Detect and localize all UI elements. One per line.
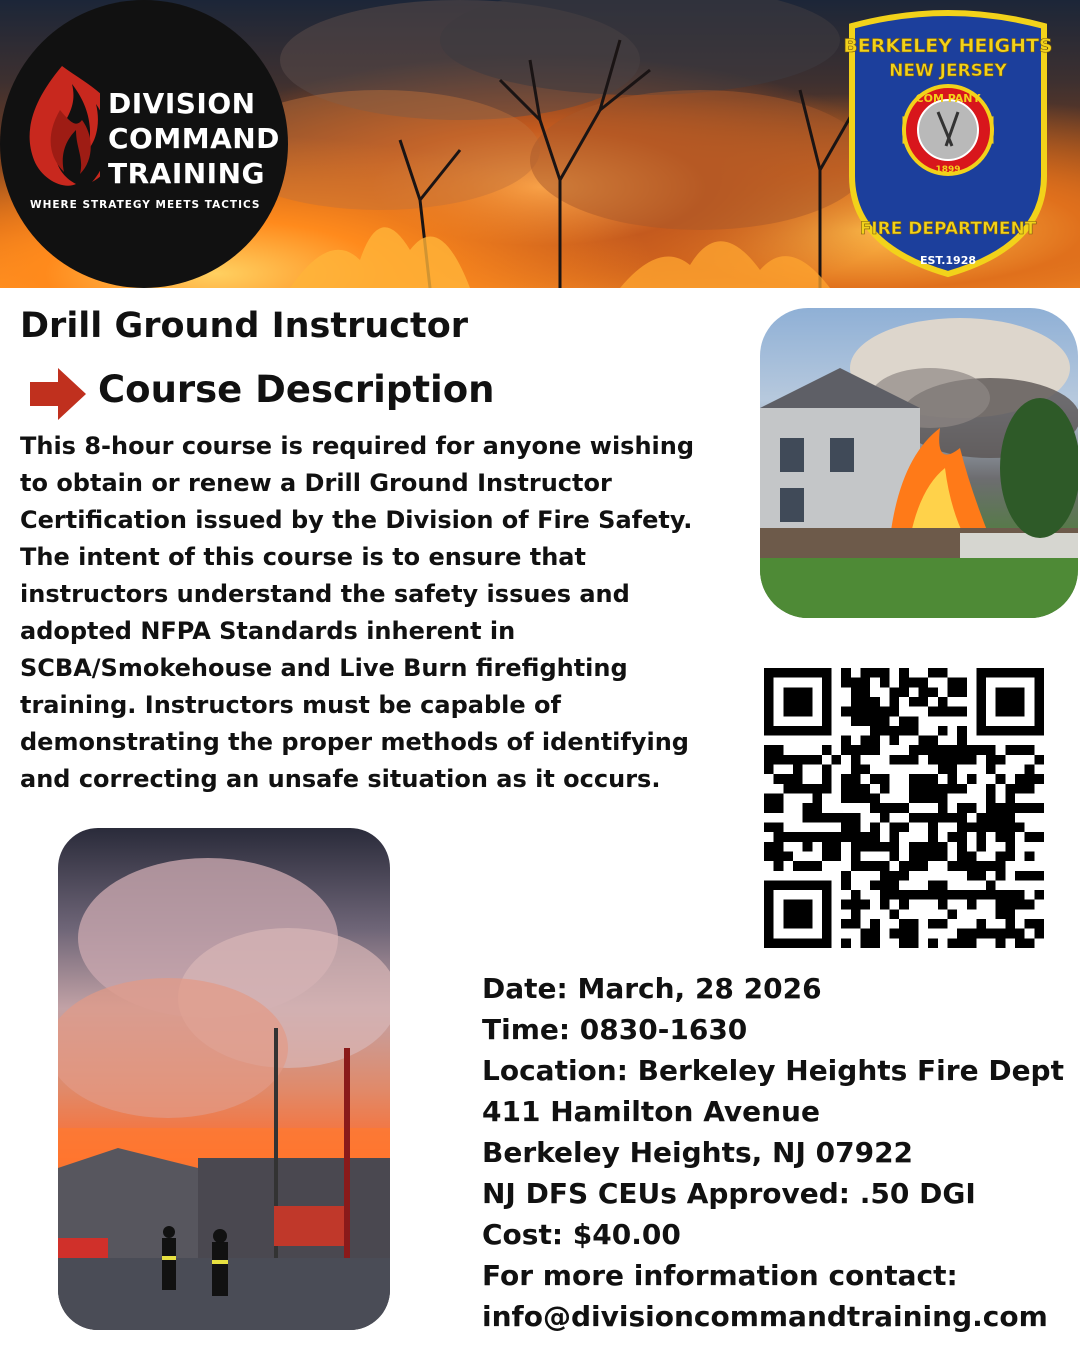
course-details: [482, 968, 1072, 1337]
logo-tagline: WHERE STRATEGY MEETS TACTICS: [30, 199, 261, 211]
header-banner: [0, 0, 1080, 288]
course-address-city: Berkeley Heights, NJ 07922: [482, 1136, 914, 1169]
svg-text:FIRE DEPARTMENT: FIRE DEPARTMENT: [859, 219, 1037, 239]
course-time: Time: 0830-1630: [482, 1013, 748, 1046]
course-date: Date: March, 28 2026: [482, 972, 822, 1005]
logo-wordmark: DIVISION COMMAND TRAINING: [108, 87, 280, 190]
right-arrow-icon: [28, 368, 88, 420]
contact-label: For more information contact:: [482, 1259, 958, 1292]
svg-text:EST.1928: EST.1928: [919, 254, 977, 267]
course-location: Location: Berkeley Heights Fire Dept: [482, 1054, 1064, 1087]
fire-department-patch: [842, 6, 1054, 278]
course-description-text: This 8-hour course is required for anyone wishing to obtain or renew a Drill Ground Instructor Certification issued by the Division of Fire Safety. The intent of this course is to ensure that instructors understand the safety issues and adopted NFPA Standards inherent in SCBA/Smokehouse and Live Burn firefighting training. Instructors must be capable of demonstrating the proper methods of identifying and correcting an unsafe situation as it occurs.: [20, 432, 695, 793]
svg-text:BERKELEY HEIGHTS: BERKELEY HEIGHTS: [843, 35, 1053, 57]
course-cost: Cost: $40.00: [482, 1218, 681, 1251]
course-title: Drill Ground Instructor: [20, 306, 469, 346]
svg-text:NEW JERSEY: NEW JERSEY: [889, 61, 1007, 81]
course-address-street: 411 Hamilton Avenue: [482, 1095, 820, 1128]
course-ceus: NJ DFS CEUs Approved: .50 DGI: [482, 1177, 976, 1210]
warehouse-fire-photo: [58, 828, 390, 1330]
svg-text:COM PANY: COM PANY: [915, 92, 981, 105]
house-fire-photo: [760, 308, 1078, 618]
svg-text:1899: 1899: [935, 165, 961, 175]
qr-code[interactable]: [762, 668, 1046, 948]
contact-email[interactable]: info@divisioncommandtraining.com: [482, 1300, 1048, 1333]
course-description-heading: Course Description: [98, 368, 495, 411]
flame-icon: [20, 64, 100, 194]
